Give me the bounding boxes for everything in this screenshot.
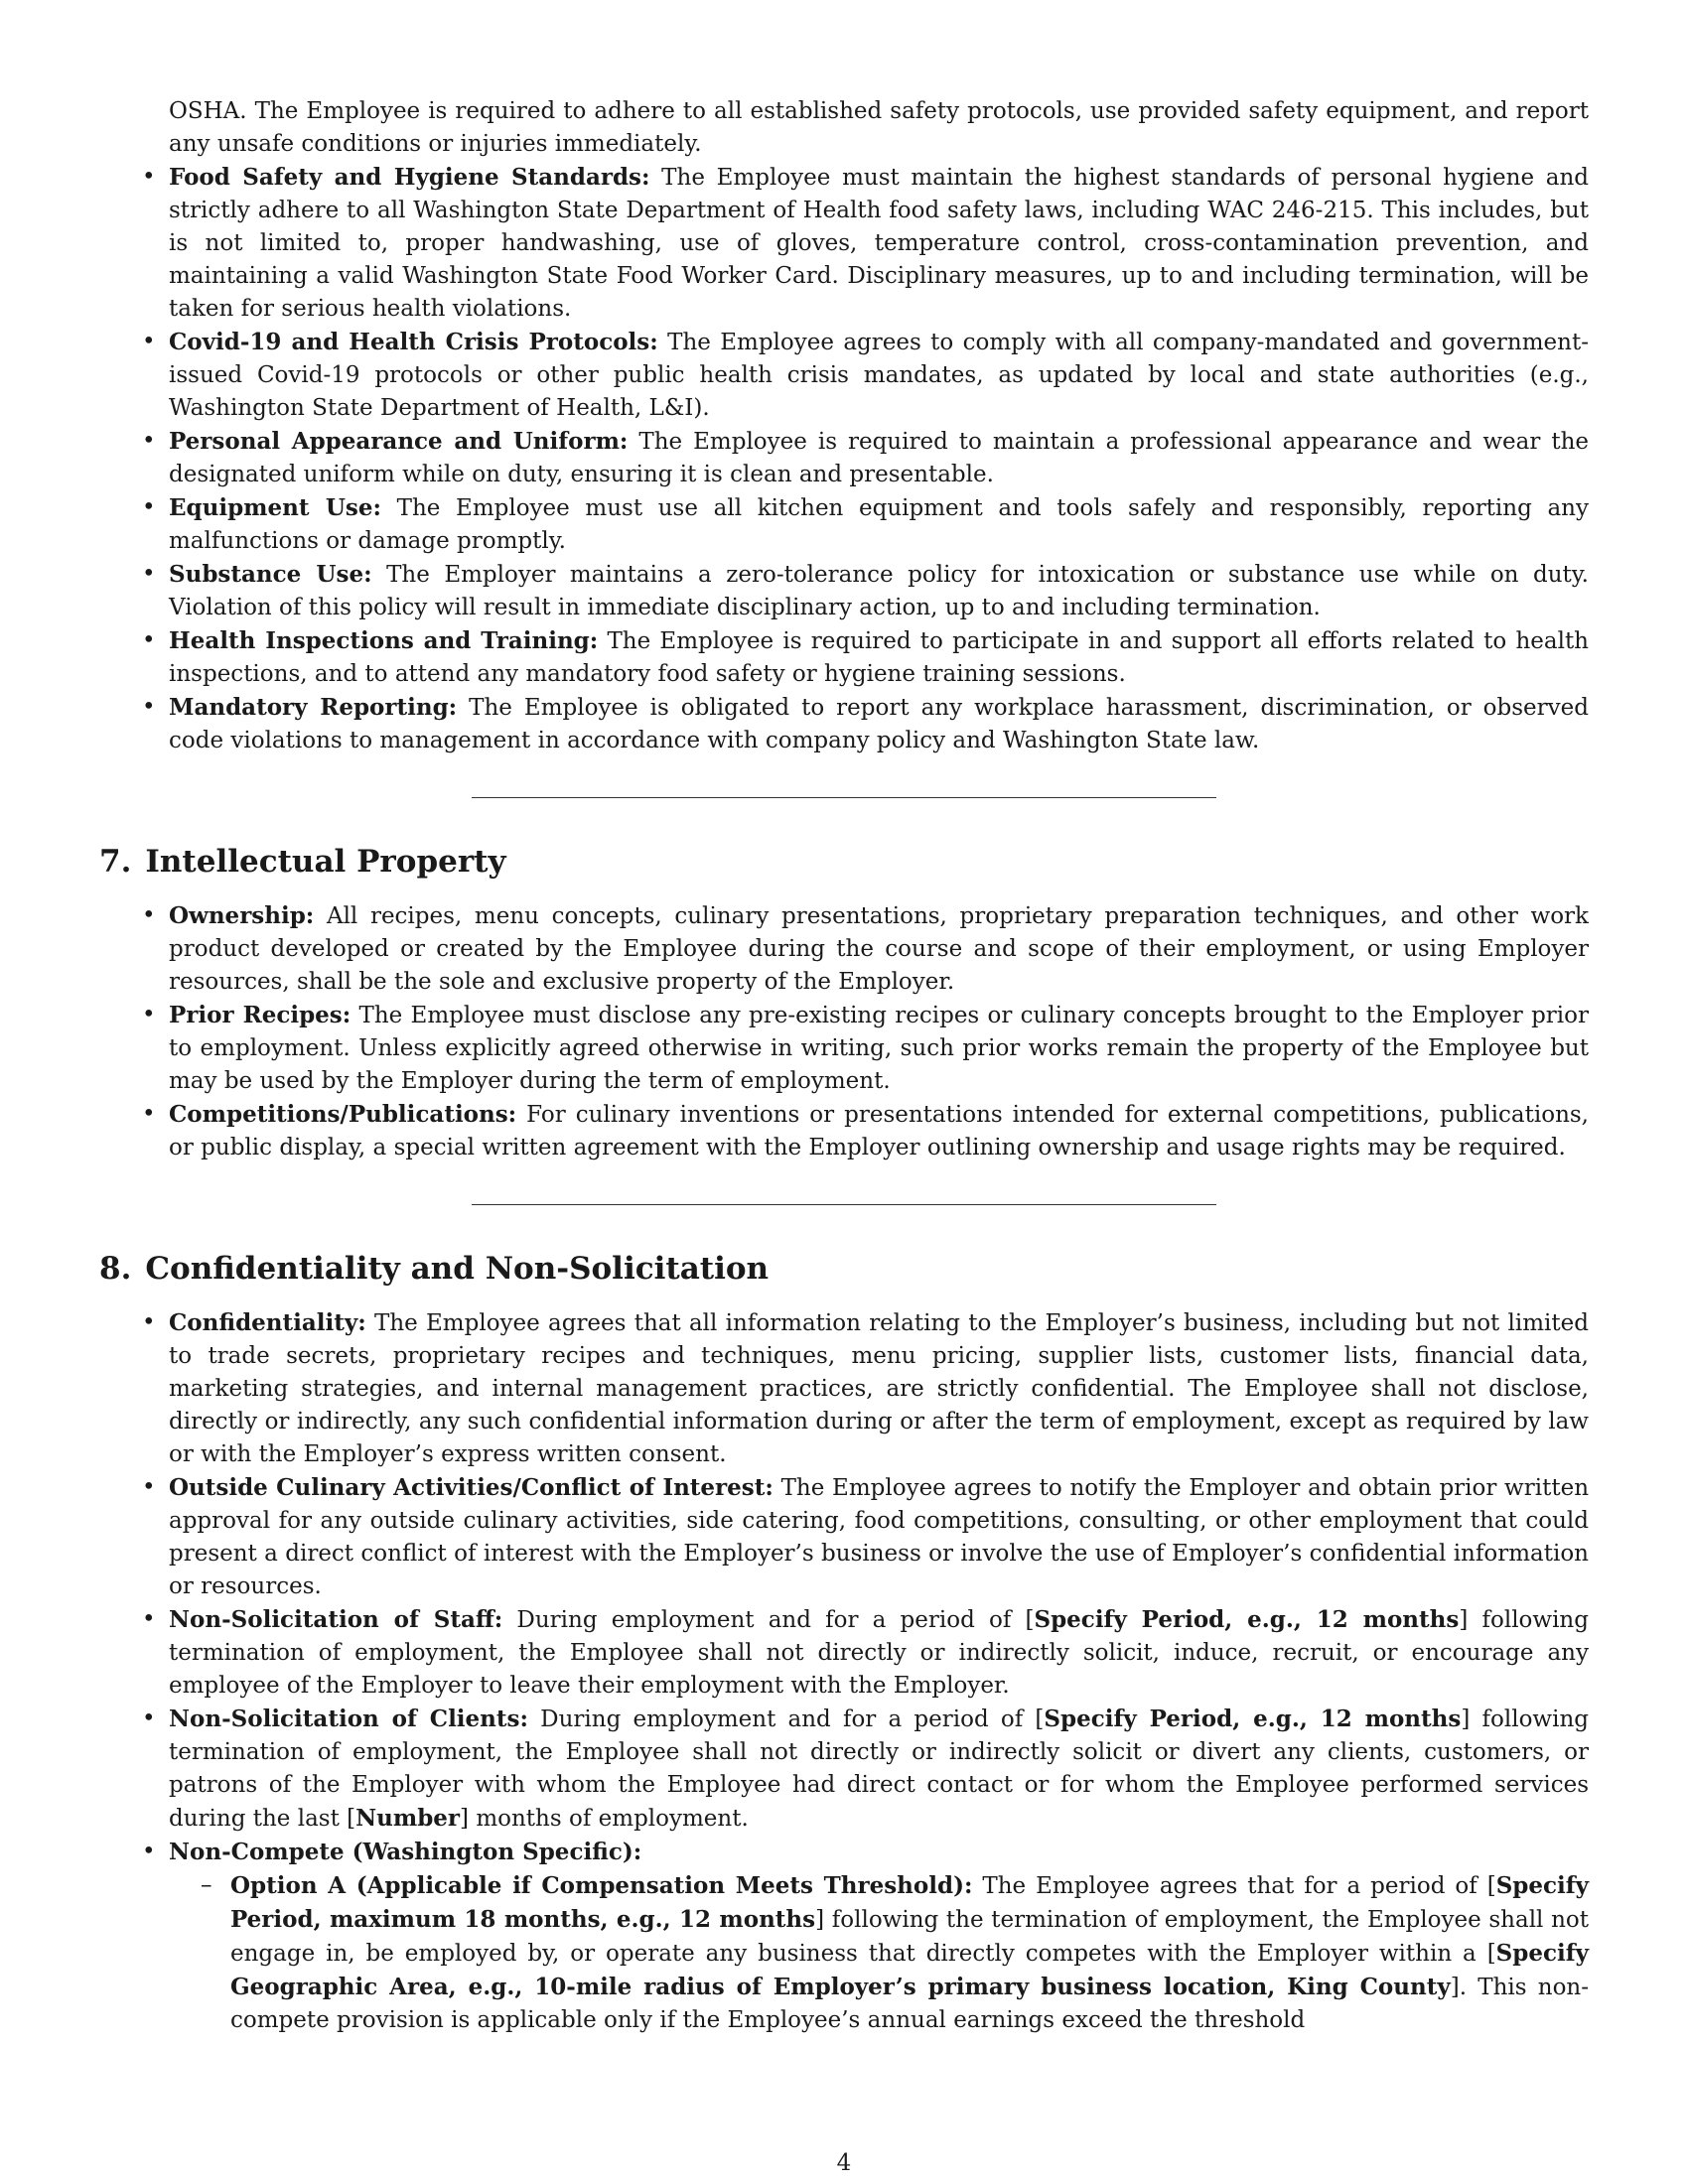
list-item-appearance	[169, 425, 1589, 491]
list-item-covid	[169, 326, 1589, 425]
list-item-outside-activities	[169, 1471, 1589, 1603]
list-item-non-solicitation-staff	[169, 1603, 1589, 1703]
section-title: Intellectual Property	[145, 844, 506, 880]
section8-list	[99, 1306, 1589, 2037]
item-text: The Employee is required to maintain a professional appearance and wear the designated uniform while on duty, ensuring it is clean and presentable.	[169, 429, 1589, 487]
placeholder-area: Specify Geographic Area, e.g., 10-mile radius of Employer’s primary business location, King County	[230, 1940, 1589, 2000]
item-lead: Food Safety and Hygiene Standards:	[169, 164, 650, 191]
item-text: The Employee agrees to notify the Employer and obtain prior written approval for any outside culinary activities, side catering, food competitions, consulting, or other employment that could present a direct conflict of interest with the Employer’s business or involve the use of Employer’s confidential information or resources.	[169, 1475, 1590, 1599]
list-item-substance	[169, 558, 1589, 624]
item-text: The Employee must use all kitchen equipment and tools safely and responsibly, reporting any malfunctions or damage promptly.	[169, 495, 1589, 554]
item-text: The Employer maintains a zero-tolerance policy for intoxication or substance use while on duty. Violation of this policy will result in immediate disciplinary action, up to and including termination.	[169, 562, 1589, 620]
item-text: The Employee must disclose any pre-existing recipes or culinary concepts brought to the Employer prior to employment. Unless explicitly agreed otherwise in writing, such prior works remain the property of the Employee but may be used by the Employer during the term of employment.	[169, 1003, 1589, 1094]
item-text: The Employee is obligated to report any workplace harassment, discrimination, or observed code violations to management in accordance with company policy and Washington State law.	[169, 695, 1589, 753]
section-heading-confidentiality	[99, 1249, 1589, 1289]
placeholder-period: Specify Period, maximum 18 months, e.g., 12 months	[230, 1872, 1590, 1933]
list-item-continuation	[169, 95, 1589, 161]
list-item-ownership	[169, 899, 1589, 999]
list-item-food-safety	[169, 161, 1589, 326]
document-page	[99, 95, 1589, 2037]
list-item-inspections	[169, 624, 1589, 691]
item-text: The Employee is required to participate in and support all efforts related to health inspections, and to attend any mandatory food safety or hygiene training sessions.	[169, 628, 1589, 687]
placeholder-period: Specify Period, e.g., 12 months	[1044, 1706, 1462, 1732]
section-number: 8.	[99, 1251, 132, 1287]
item-text: During employment and for a period of [	[502, 1607, 1035, 1633]
item-lead: Outside Culinary Activities/Conflict of Interest:	[169, 1474, 774, 1501]
list-item-equipment	[169, 491, 1589, 558]
item-text: The Employee agrees that all information relating to the Employer’s business, including but not limited to trade secrets, proprietary recipes and techniques, menu pricing, supplier lists, customer lists, financial data, marketing strategies, and internal management practices, are strictly confidential. The Employee shall not disclose, directly or indirectly, any such confidential information during or after the term of employment, except as required by law or with the Employer’s express written consent.	[169, 1310, 1589, 1467]
item-lead: Health Inspections and Training:	[169, 627, 599, 654]
item-text: The Employee must maintain the highest standards of personal hygiene and strictly adhere to all Washington State Department of Health food safety laws, including WAC 246-215. This includes, but is not limited to, proper handwashing, use of gloves, temperature control, cross-contamination prevention, and maintaining a valid Washington State Food Worker Card. Disciplinary measures, up to and including termination, will be taken for serious health violations.	[169, 165, 1589, 322]
item-text: ] following termination of employment, the Employee shall not directly or indirectly solicit, induce, recruit, or encourage any employee of the Employer to leave their employment with the Employer.	[169, 1607, 1589, 1699]
item-lead: Non-Compete (Washington Specific):	[169, 1839, 642, 1865]
item-text: For culinary inventions or presentations intended for external competitions, publications, or public display, a special written agreement with the Employer outlining ownership and usage rights may be required.	[169, 1102, 1589, 1160]
item-text: During employment and for a period of [	[527, 1706, 1045, 1732]
list-item-non-compete	[169, 1836, 1589, 2037]
item-text: ] months of employment.	[460, 1806, 749, 1832]
placeholder-number: Number	[355, 1805, 461, 1832]
list-item-confidentiality	[169, 1306, 1589, 1471]
continuation-text: OSHA. The Employee is required to adhere to all established safety protocols, use provided safety equipment, and report any unsafe conditions or injuries immediately.	[169, 98, 1589, 157]
section6-list	[99, 95, 1589, 757]
list-item-prior-recipes	[169, 999, 1589, 1098]
section-number: 7.	[99, 844, 132, 880]
horizontal-divider	[472, 1204, 1216, 1205]
placeholder-period: Specify Period, e.g., 12 months	[1034, 1606, 1460, 1633]
item-lead: Non-Solicitation of Staff:	[169, 1606, 503, 1633]
section-title: Confidentiality and Non-Solicitation	[145, 1251, 770, 1287]
item-text: ] following termination of employment, the Employee shall not directly or indirectly solicit or divert any clients, customers, or patrons of the Employer with whom the Employee had direct contact or for whom the Employee performed services during the last [	[169, 1706, 1589, 1832]
sublist-item-option-a	[230, 1869, 1589, 2037]
item-lead: Personal Appearance and Uniform:	[169, 428, 629, 455]
item-text: The Employee agrees to comply with all company-mandated and government-issued Covid-19 protocols or other public health crisis mandates, as updated by local and state authorities (e.g., Washington State Department of Health, L&I).	[169, 330, 1589, 421]
item-lead: Mandatory Reporting:	[169, 694, 458, 721]
item-text: ]. This non-compete provision is applicable only if the Employee’s annual earnings exceed the threshold	[230, 1975, 1590, 2033]
item-text: ] following the termination of employment, the Employee shall not engage in, be employed by, or operate any business that directly competes with the Employer within a [	[230, 1907, 1589, 1967]
section7-list	[99, 899, 1589, 1164]
item-lead: Option A (Applicable if Compensation Meets Threshold):	[230, 1872, 973, 1899]
item-text: All recipes, menu concepts, culinary presentations, proprietary preparation techniques, and other work product developed or created by the Employee during the course and scope of their employment, or using Employer resources, shall be the sole and exclusive property of the Employer.	[169, 903, 1589, 995]
item-lead: Prior Recipes:	[169, 1002, 352, 1028]
horizontal-divider	[472, 797, 1216, 798]
item-lead: Non-Solicitation of Clients:	[169, 1706, 528, 1732]
divider-wrap	[99, 757, 1589, 798]
list-item-non-solicitation-clients	[169, 1703, 1589, 1836]
list-item-competitions	[169, 1098, 1589, 1164]
item-lead: Competitions/Publications:	[169, 1101, 517, 1128]
item-text: The Employee agrees that for a period of [	[972, 1873, 1496, 1899]
item-lead: Confidentiality:	[169, 1309, 366, 1336]
list-item-reporting	[169, 691, 1589, 757]
page-number: 4	[836, 2150, 852, 2176]
item-lead: Ownership:	[169, 902, 315, 929]
non-compete-sublist	[169, 1869, 1589, 2037]
item-lead: Covid-19 and Health Crisis Protocols:	[169, 329, 658, 355]
item-lead: Substance Use:	[169, 561, 372, 588]
divider-wrap	[99, 1164, 1589, 1205]
item-lead: Equipment Use:	[169, 494, 381, 521]
section-heading-intellectual-property	[99, 842, 1589, 882]
